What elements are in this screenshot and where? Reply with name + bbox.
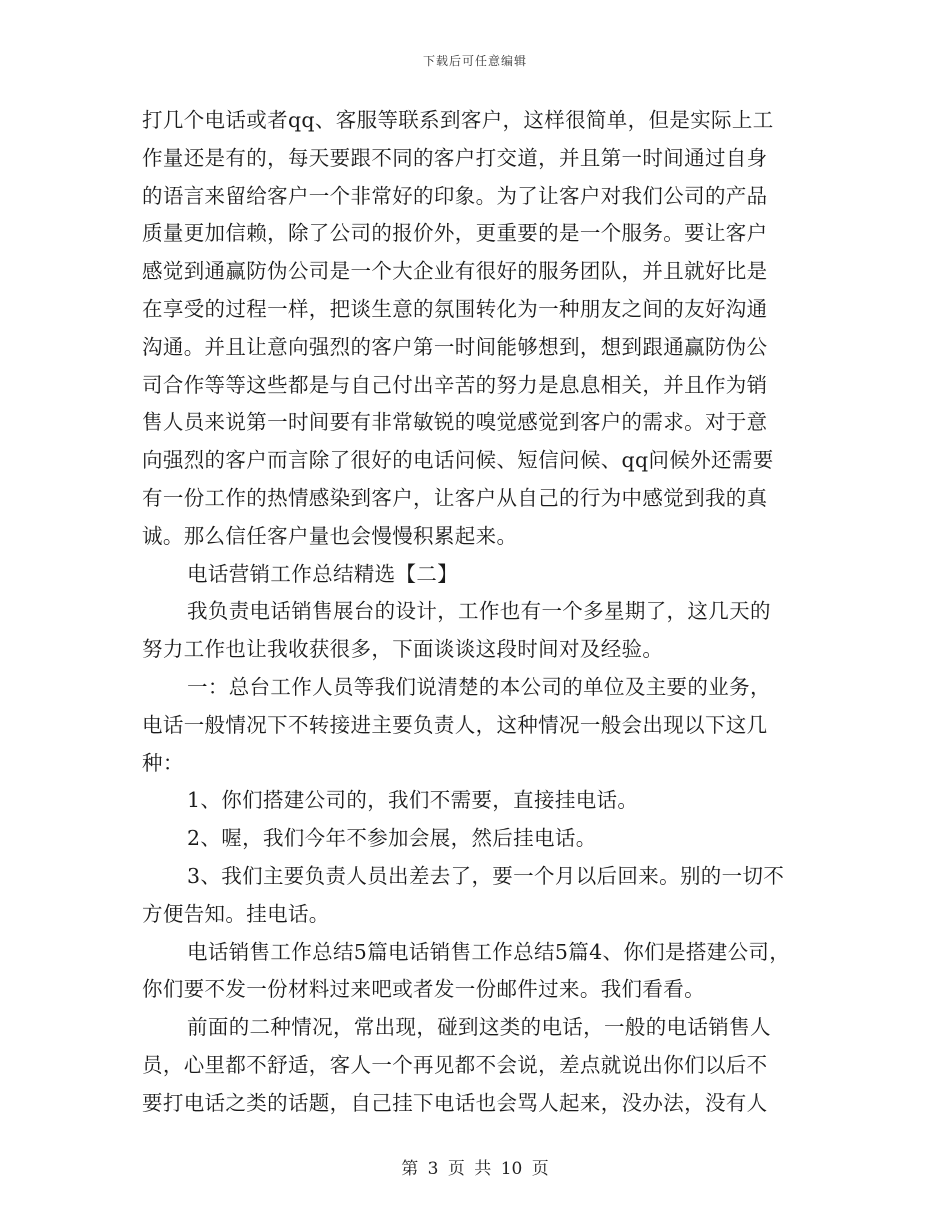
text-line: 诚。那么信任客户量也会慢慢积累起来。	[142, 523, 518, 548]
text-line: 要打电话之类的话题，自己挂下电话也会骂人起来，没办法，没有人	[142, 1090, 768, 1115]
text-line: 电话销售工作总结5篇电话销售工作总结5篇4、你们是搭建公司，	[187, 939, 791, 964]
text-line: 2、喔，我们今年不参加会展，然后挂电话。	[187, 826, 597, 851]
text-line: 电话一般情况下不转接进主要负责人，这种情况一般会出现以下这几	[142, 712, 768, 737]
text-line: 向强烈的客户而言除了很好的电话问候、短信问候、qq问候外还需要	[142, 448, 774, 473]
text-line: 1、你们搭建公司的，我们不需要，直接挂电话。	[187, 788, 639, 813]
page-footer: 第 3 页 共 10 页	[401, 1159, 549, 1179]
text-line: 电话营销工作总结精选【二】	[187, 561, 459, 586]
text-line: 3、我们主要负责人员出差去了，要一个月以后回来。别的一切不	[187, 863, 785, 888]
document-body	[142, 102, 812, 1123]
text-line: 质量更加信赖，除了公司的报价外，更重要的是一个服务。要让客户	[142, 221, 768, 246]
text-line: 一：总台工作人员等我们说清楚的本公司的单位及主要的业务，	[187, 674, 771, 699]
text-line: 前面的二种情况，常出现，碰到这类的电话，一般的电话销售人	[187, 1015, 771, 1040]
text-line: 员，心里都不舒适，客人一个再见都不会说，差点就说出你们以后不	[142, 1052, 768, 1077]
text-line: 有一份工作的热情感染到客户，让客户从自己的行为中感觉到我的真	[142, 485, 768, 510]
text-line: 售人员来说第一时间要有非常敏锐的嗅觉感觉到客户的需求。对于意	[142, 410, 768, 435]
text-line: 你们要不发一份材料过来吧或者发一份邮件过来。我们看看。	[142, 977, 705, 1002]
text-line: 努力工作也让我收获很多，下面谈谈这段时间对及经验。	[142, 637, 664, 662]
text-line: 方便告知。挂电话。	[142, 901, 330, 926]
text-line: 打几个电话或者qq、客服等联系到客户，这样很简单，但是实际上工	[142, 108, 774, 132]
text-line: 司合作等等这些都是与自己付出辛苦的努力是息息相关，并且作为销	[142, 372, 768, 397]
text-line: 种：	[142, 750, 184, 775]
text-line: 作量还是有的，每天要跟不同的客户打交道，并且第一时间通过自身	[142, 145, 768, 170]
page-header: 下载后可任意编辑	[422, 54, 527, 68]
text-line: 感觉到通赢防伪公司是一个大企业有很好的服务团队，并且就好比是	[142, 259, 768, 284]
text-line: 我负责电话销售展台的设计，工作也有一个多星期了，这几天的	[187, 599, 771, 624]
text-line: 在享受的过程一样，把谈生意的氛围转化为一种朋友之间的友好沟通	[142, 296, 768, 321]
text-line: 沟通。并且让意向强烈的客户第一时间能够想到，想到跟通赢防伪公	[142, 334, 768, 359]
text-line: 的语言来留给客户一个非常好的印象。为了让客户对我们公司的产品	[142, 183, 768, 208]
